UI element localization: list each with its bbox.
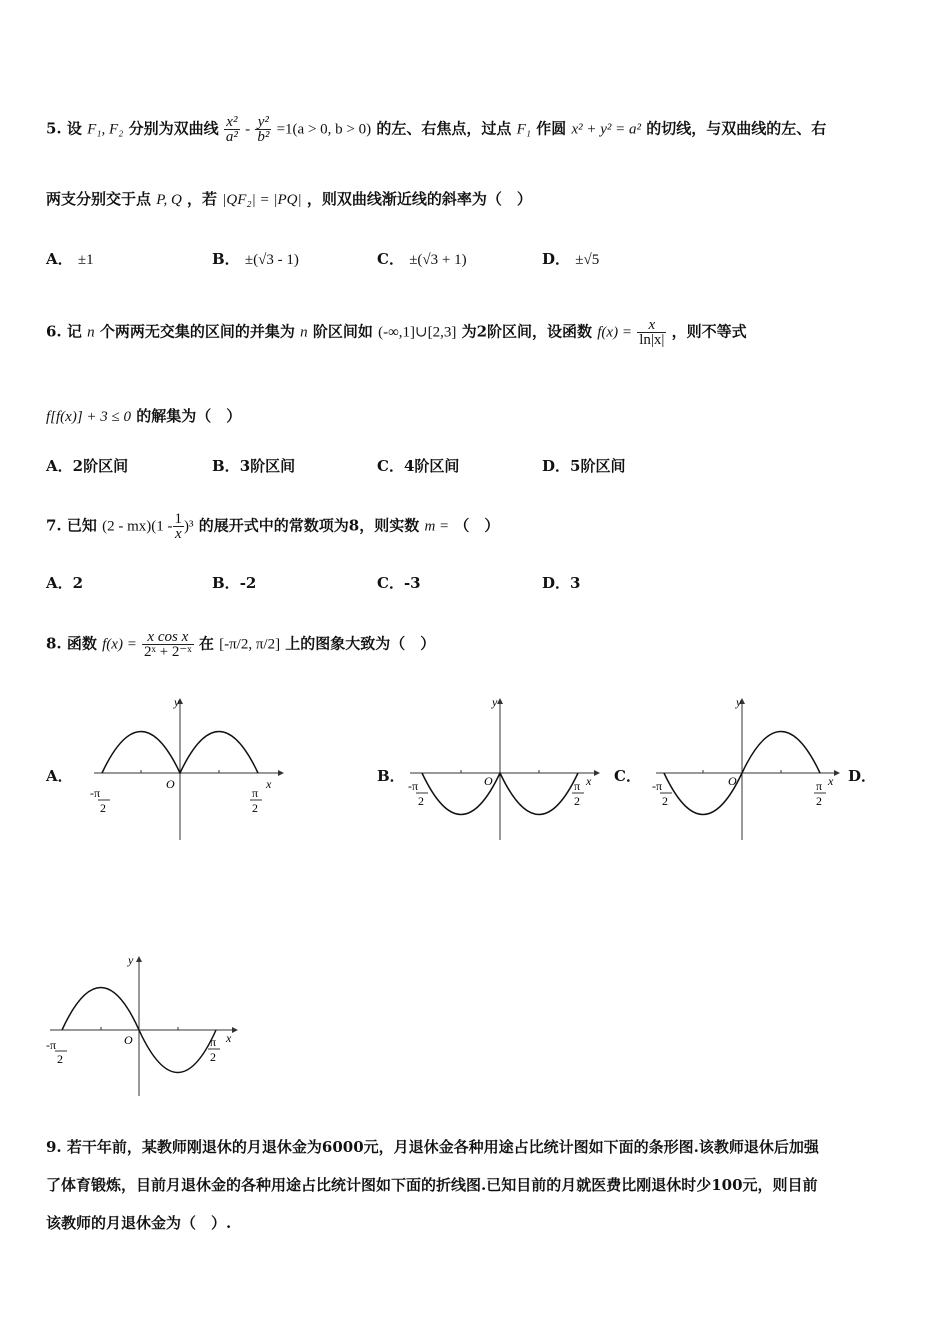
q6-option-d[interactable]: D．5阶区间	[542, 457, 626, 475]
q8-a-neg-pi: -π	[90, 786, 101, 800]
q8-label-d[interactable]: D．	[848, 767, 877, 785]
q8-graph-b	[404, 690, 604, 846]
q8-b-pos-pi: π	[574, 779, 581, 793]
q6-line1	[46, 318, 747, 347]
q5-option-c[interactable]: C． ±(√3 + 1)	[377, 250, 467, 268]
q8-text: 上的图象大致为（ ）	[285, 634, 436, 653]
q6-text: 个两两无交集的区间的并集为	[99, 322, 295, 341]
q8-c-two-r: 2	[816, 794, 822, 808]
q8-b-two: 2	[418, 794, 424, 808]
q8-text: 在	[198, 634, 214, 653]
q5-option-d[interactable]: D． ±√5	[542, 250, 600, 268]
q5-text: 两支分别交于点	[46, 190, 152, 208]
q8-b-two-r: 2	[574, 794, 580, 808]
q7-text: 的展开式中的常数项为8，则实数	[198, 516, 420, 535]
q7-var: m =	[424, 518, 450, 535]
q7-frac: $\frac{1}{x}$	[174, 511, 183, 542]
q8-func-frac: $\frac{\text{x cos x}}{\text{2ˣ + 2⁻ˣ}}$	[144, 629, 192, 660]
q8-a-ylabel: y	[174, 695, 180, 709]
q5-condition: |QF₂| = |PQ|	[222, 192, 302, 208]
q8-d-two-r: 2	[210, 1050, 216, 1064]
q5-line2	[46, 188, 532, 209]
q8-interval: [-π/2, π/2]	[219, 636, 281, 653]
q7-expr-exp: )³	[184, 518, 194, 535]
q8-a-two: 2	[100, 801, 106, 815]
q8-c-two: 2	[662, 794, 668, 808]
q6-func-lhs: f(x) =	[597, 324, 632, 341]
q7-option-b[interactable]: B．-2	[212, 574, 257, 592]
q8-graph-a	[88, 690, 288, 846]
q5-f1: F₁	[516, 121, 531, 138]
q8-label-c[interactable]: C．	[614, 767, 641, 785]
q9-line3: 该教师的月退休金为（ ）.	[46, 1214, 232, 1232]
q8-func-lhs: f(x) =	[102, 636, 137, 653]
q6-line2	[46, 405, 241, 426]
q5-hyperbola-cond: =1(a > 0, b > 0)	[276, 121, 372, 138]
q8-a-pos-pi: π	[252, 786, 259, 800]
q8-d-pos-pi: π	[210, 1035, 217, 1049]
q6-inequality: f[f(x)] + 3 ≤ 0	[46, 409, 132, 425]
q8-graph-c	[650, 690, 850, 846]
q6-func-frac: $\frac{x}{\ln|x|}$	[639, 317, 665, 348]
q5-text: ，若	[187, 190, 218, 208]
q6-text: 为2阶区间，设函数	[461, 322, 593, 341]
q5-points: P, Q	[156, 192, 182, 208]
q5-frac-y: $\frac{\text{y²}}{\text{b²}}$	[257, 114, 270, 145]
q8-b-neg-pi: -π	[408, 779, 419, 793]
q6-option-c[interactable]: C．4阶区间	[377, 457, 460, 475]
q5-text: 5. 设	[46, 119, 82, 138]
q7-text: 7. 已知	[46, 516, 97, 535]
q7-line1	[46, 512, 499, 541]
q5-text: 作圆	[536, 119, 567, 138]
q5-option-b[interactable]: B． ±(√3 - 1)	[212, 250, 299, 268]
q5-circle: x² + y² = a²	[571, 121, 642, 138]
q8-c-xlabel: x	[828, 774, 834, 788]
q6-text: ，则不等式	[671, 322, 747, 341]
q8-label-b[interactable]: B．	[377, 767, 405, 785]
q5-option-a[interactable]: A． ±1	[46, 250, 94, 268]
q8-d-neg-pi: -π	[46, 1038, 57, 1052]
q9-line1: 9. 若干年前，某教师刚退休的月退休金为6000元，月退休金各种用途占比统计图如下面的条形图.该教师退休后加强	[46, 1138, 819, 1156]
q6-option-b[interactable]: B．3阶区间	[212, 457, 296, 475]
q8-b-ylabel: y	[492, 695, 498, 709]
q8-c-neg-pi: -π	[652, 779, 663, 793]
q5-text: 的切线，与双曲线的左、右	[646, 119, 827, 138]
q9-line2: 了体育锻炼，目前月退休金的各种用途占比统计图如下面的折线图.已知目前的月就医费比刚退休时少100元，则目前	[46, 1176, 818, 1194]
q5-line1: 5. 设 F₁, F₂ 分别为双曲线 $\frac{\text{x²}}{\text{a²}}$ - $\frac{\text{y²}}{\text{b²}}$ =1(a > 0, b > 0) 的左、右焦点，过点 F₁ 作圆 x² + y² = a² 的切线，与双曲线的左、右	[46, 114, 827, 145]
q5-text: 分别为双曲线	[128, 119, 219, 138]
q8-b-xlabel: x	[586, 774, 592, 788]
q8-a-xlabel: x	[266, 777, 272, 791]
q8-text: 8. 函数	[46, 634, 97, 653]
q6-option-a[interactable]: A．2阶区间	[46, 457, 129, 475]
q7-text: （ ）	[454, 516, 500, 535]
q5-text: 的左、右焦点，过点	[376, 119, 512, 138]
q6-n: n	[300, 324, 308, 341]
q8-a-two-r: 2	[252, 801, 258, 815]
q7-option-a[interactable]: A．2	[46, 574, 84, 592]
q5-foci: F₁, F₂	[87, 121, 124, 138]
q7-option-d[interactable]: D．3	[542, 574, 581, 592]
q8-d-two: 2	[57, 1052, 63, 1066]
q6-text: 的解集为（ ）	[136, 407, 242, 425]
q8-d-ylabel: y	[128, 953, 134, 967]
q7-expr: (2 - mx)(1 -	[102, 518, 173, 535]
q8-b-origin: O	[484, 774, 493, 788]
q7-option-c[interactable]: C．-3	[377, 574, 421, 592]
q8-graph-d	[46, 950, 246, 1106]
q5-text: ，则双曲线渐近线的斜率为（ ）	[306, 190, 532, 208]
q6-text: 6. 记	[46, 322, 82, 341]
q8-d-xlabel: x	[226, 1031, 232, 1045]
q8-a-origin: O	[166, 777, 175, 791]
q8-line1	[46, 630, 435, 659]
q6-example: (-∞,1]∪[2,3]	[378, 324, 457, 341]
q8-c-ylabel: y	[736, 695, 742, 709]
q8-c-origin: O	[728, 774, 737, 788]
q8-label-a[interactable]: A．	[46, 767, 73, 785]
q6-text: 阶区间如	[312, 322, 373, 341]
q8-d-origin: O	[124, 1033, 133, 1047]
q6-n: n	[87, 324, 95, 341]
q8-c-pos-pi: π	[816, 779, 823, 793]
q5-frac-x: $\frac{\text{x²}}{\text{a²}}$	[225, 114, 238, 145]
